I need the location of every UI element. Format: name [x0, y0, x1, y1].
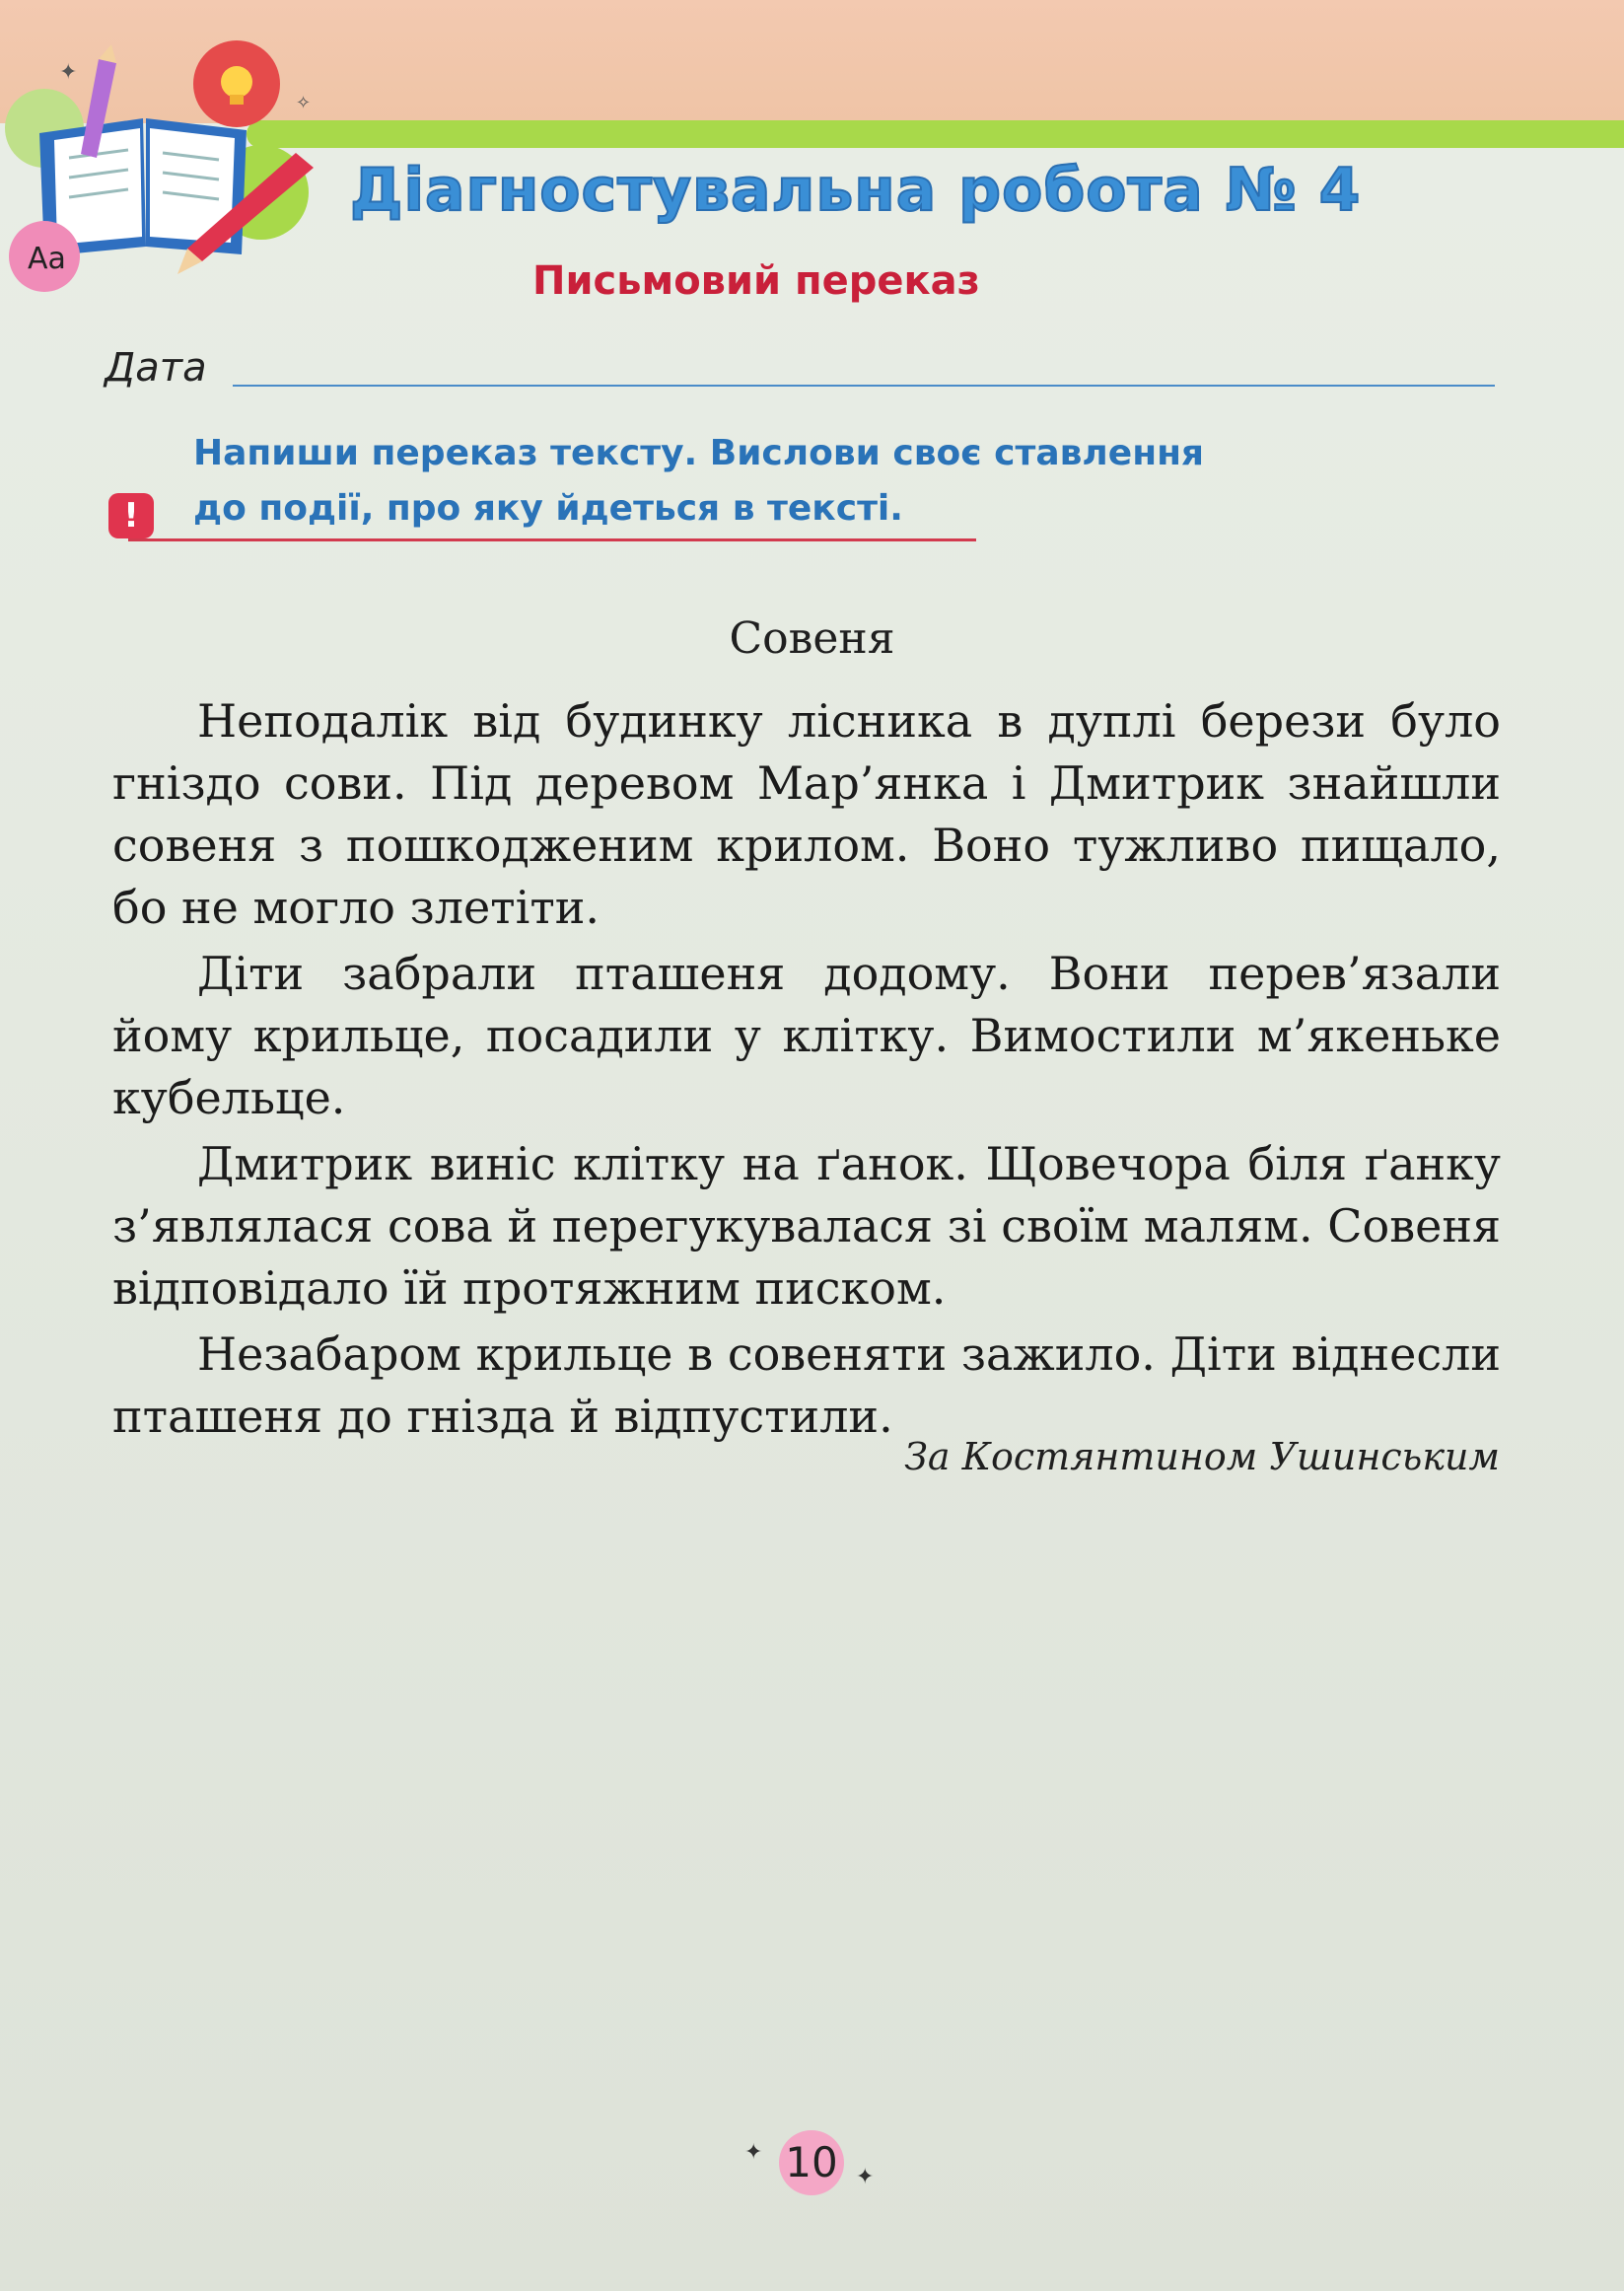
instruction-underline	[128, 538, 976, 541]
sparkle-icon: ✦	[744, 2140, 763, 2165]
header-stripe	[247, 120, 1624, 148]
page-number: 10	[779, 2130, 844, 2195]
story-paragraph: Незабаром крильце в совеняти зажило. Діти віднесли пташеня до гнізда й відпустили.	[112, 1327, 1501, 1443]
page-title: Діагностувальна робота № 4	[350, 156, 1362, 225]
exclamation-icon: !	[108, 493, 154, 538]
sparkle-icon: ✦	[59, 60, 78, 85]
task-instruction	[193, 426, 1416, 537]
page-subtitle: Письмовий переказ	[532, 258, 980, 304]
lightbulb-icon	[221, 66, 252, 98]
story-author: За Костянтином Ушинським	[904, 1435, 1500, 1478]
story-title: Совеня	[729, 613, 895, 664]
story-text	[112, 690, 1501, 1452]
instruction-line-2: до події, про яку йдеться в тексті.	[193, 488, 903, 529]
date-field[interactable]	[105, 345, 1495, 394]
date-label: Дата	[105, 345, 207, 391]
aa-badge-label: Aa	[28, 242, 66, 276]
story-paragraph: Неподалік від будинку лісника в дуплі берези було гніздо сови. Під деревом Мар’янка і Дмитрик знайшли совеня з пошкодженим крилом. Воно тужливо пищало, бо не могло злетіти.	[112, 694, 1501, 934]
story-paragraph: Діти забрали пташеня додому. Вони перев’язали йому крильце, посадили у клітку. Вимостили м’якеньке кубельце.	[112, 947, 1501, 1124]
sparkle-icon: ✧	[296, 93, 312, 113]
book-pencil-illustration	[0, 20, 325, 316]
sparkle-icon: ✦	[856, 2165, 875, 2189]
story-paragraph: Дмитрик виніс клітку на ґанок. Щовечора біля ґанку з’являлася сова й перегукувалася зі своїм малям. Совеня відповідало їй протяжним писком.	[112, 1137, 1501, 1315]
date-write-line[interactable]	[233, 385, 1495, 387]
instruction-line-1: Напиши переказ тексту. Вислови своє ставлення	[193, 433, 1205, 473]
